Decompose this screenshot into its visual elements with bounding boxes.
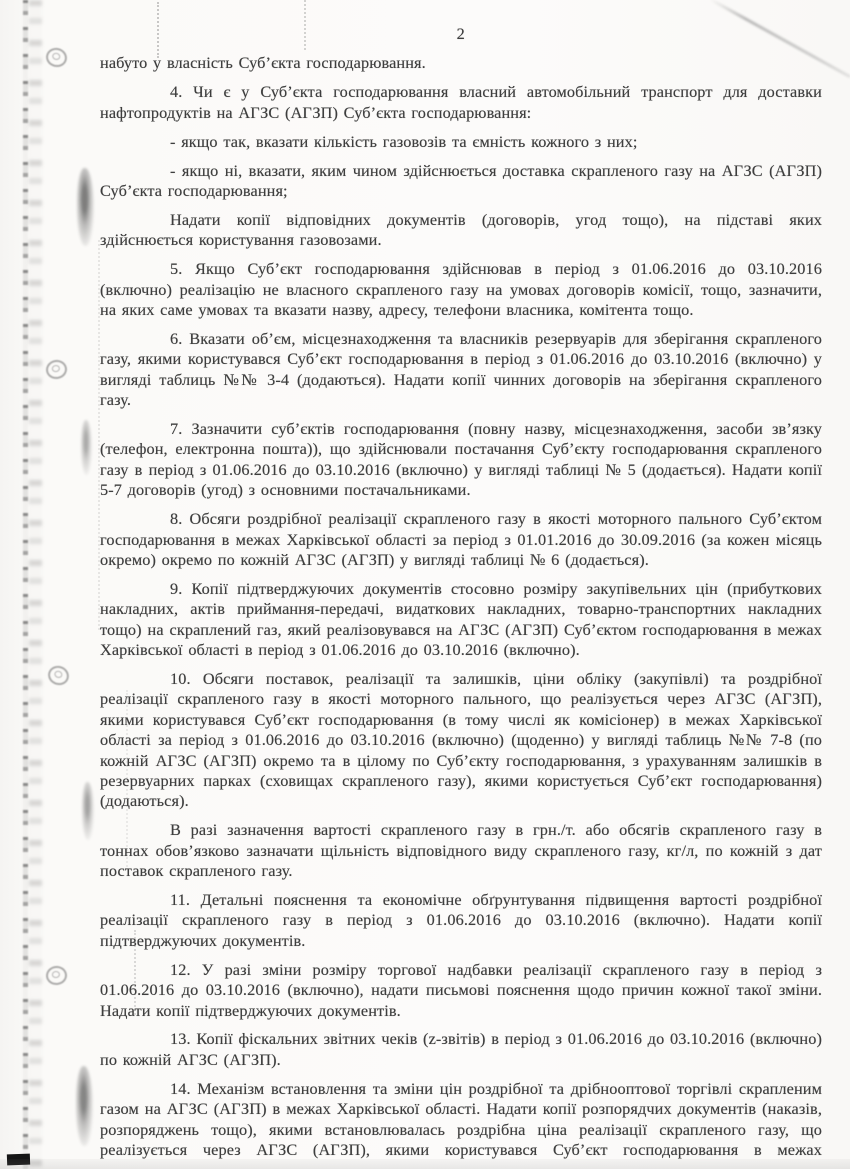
staple-mark-icon xyxy=(45,965,68,986)
item-8: 8. Обсяги роздрібної реалізації скрапленого газу в якості моторного пального Суб’єктом господарювання в межах Харківської області за період з 01.01.2016 до 30.09.2016 (за кожен місяць окремо) окремо по кожній АГЗС (АГЗП) у вигляді таблиці № 6 (додається). xyxy=(100,509,822,569)
page-number: 2 xyxy=(456,24,466,43)
item-5: 5. Якщо Суб’єкт господарювання здійснював в період з 01.06.2016 до 03.10.2016 (включно) реалізацію не власного скрапленого газу на умовах договорів комісії, тощо, зазначити, на яких саме умовах та вказати назву, адресу, телефони власника, комітента тощо. xyxy=(100,259,822,319)
paragraph-list xyxy=(100,53,822,1160)
item-7: 7. Зазначити суб’єктів господарювання (повну назву, місцезнаходження, засоби зв’язку (телефон, електронна пошта)), що здійснювали постачання Суб’єкту господарювання скрапленого газу в період з 01.06.2016 до 03.10.2016 (включно) у вигляді таблиці № 5 (додається). Надати копії 5-7 договорів (угод) з основними постачальниками. xyxy=(100,419,822,500)
item-4: 4. Чи є у Суб’єкта господарювання власний автомобільний транспорт для доставки нафтопродуктів на АГЗС (АГЗП) Суб’єкта господарювання: xyxy=(100,82,822,122)
item-10-note: В разі зазначення вартості скрапленого газу в грн./т. або обсягів скрапленого газу в тоннах обов’язково зазначати щільність відповідного виду скрапленого газу, кг/л, по кожній з дат поставок скрапленого газу. xyxy=(100,820,822,881)
ink-smudge xyxy=(81,420,92,475)
staple-mark-icon xyxy=(45,359,68,381)
binding-edge-shadow-soft xyxy=(29,0,42,1169)
staple-mark-icon xyxy=(44,46,69,70)
item-6: 6. Вказати об’єм, місцезнаходження та власників резервуарів для зберігання скрапленого газу, якими користувався Суб’єкт господарювання в період з 01.06.2016 до 03.10.2016 (включно) у вигляді таблиць №№ 3-4 (додаються). Надати копії чинних договорів на зберігання скрапленого газу. xyxy=(100,328,822,410)
item-4-option-yes: - якщо так, вказати кількість газовозів та ємність кожного з них; xyxy=(170,131,638,151)
corner-scan-mark xyxy=(7,1154,30,1166)
ink-smudge xyxy=(76,1066,93,1146)
item-14: 14. Механізм встановлення та зміни цін роздрібної та дрібнооптової торгівлі скрапленим газом на АГЗС (АГЗП) в межах Харківської області. Надати копії розпорядчих документів (наказів, розпоряджень тощо), якими встановлювалась роздрібна ціна реалізації скрапленого газу, що реалізується через АГЗС (АГЗП), якими користувався Суб’єкт господарювання в межах xyxy=(100,1078,822,1159)
item-12: 12. У разі зміни розміру торгової надбавки реалізації скрапленого газу в період з 01.06.2016 до 03.10.2016 (включно), надати письмові пояснення щодо причин кожної такої зміни. Надати копії підтверджуючих документів. xyxy=(100,959,822,1020)
item-4-option-no: - якщо ні, вказати, яким чином здійснюється доставка скрапленого газу на АГЗС (АГЗП) Суб’єкта господарювання; xyxy=(100,160,822,200)
staple-mark-icon xyxy=(45,663,71,688)
item-11: 11. Детальні пояснення та економічне обґрунтування підвищення вартості роздрібної реалізації скрапленого газу в період з 01.06.2016 до 03.10.2016 (включно). Надати копії підтверджуючих документів. xyxy=(100,890,822,950)
item-10: 10. Обсяги поставок, реалізації та залишків, ціни обліку (закупівлі) та роздрібної реалізації скрапленого газу в якості моторного пального, що реалізується через АГЗС (АГЗП), якими користувався Суб’єкт господарювання (в тому числі як комісіонер) в межах Харківської області за період з 01.06.2016 до 03.10.2016 (включно) (щоденно) у вигляді таблиць №№ 7-8 (по кожній АГЗС (АГЗП) окремо та в цілому по Суб’єкту господарювання, з урахуванням залишків в резервуарних парках (сховищах скрапленого газу), якими користується Суб’єкт господарювання) (додаються). xyxy=(100,668,822,811)
item-9: 9. Копії підтверджуючих документів стосовно розміру закупівельних цін (прибуткових накладних, актів приймання-передачі, видаткових накладних, товарно-транспортних накладних тощо) на скраплений газ, який реалізовувався на АГЗС (АГЗП) Суб’єктом господарювання в межах Харківської області в період з 01.06.2016 до 03.10.2016 (включно). xyxy=(100,578,822,660)
ink-smudge xyxy=(77,168,94,246)
item-4-note: Надати копії відповідних документів (договорів, угод тощо), на підставі яких здійснюється користування газовозами. xyxy=(100,209,822,250)
paragraph-continuation: набуто у власність Суб’єкта господарювання. xyxy=(100,53,426,73)
item-13: 13. Копії фіскальних звітних чеків (z-звітів) в період з 01.06.2016 до 03.10.2016 (включно) по кожній АГЗС (АГЗП). xyxy=(100,1029,822,1069)
document-body xyxy=(100,24,822,1169)
binding-edge-shadow-dark xyxy=(23,0,28,1169)
ink-smudge xyxy=(82,782,94,840)
